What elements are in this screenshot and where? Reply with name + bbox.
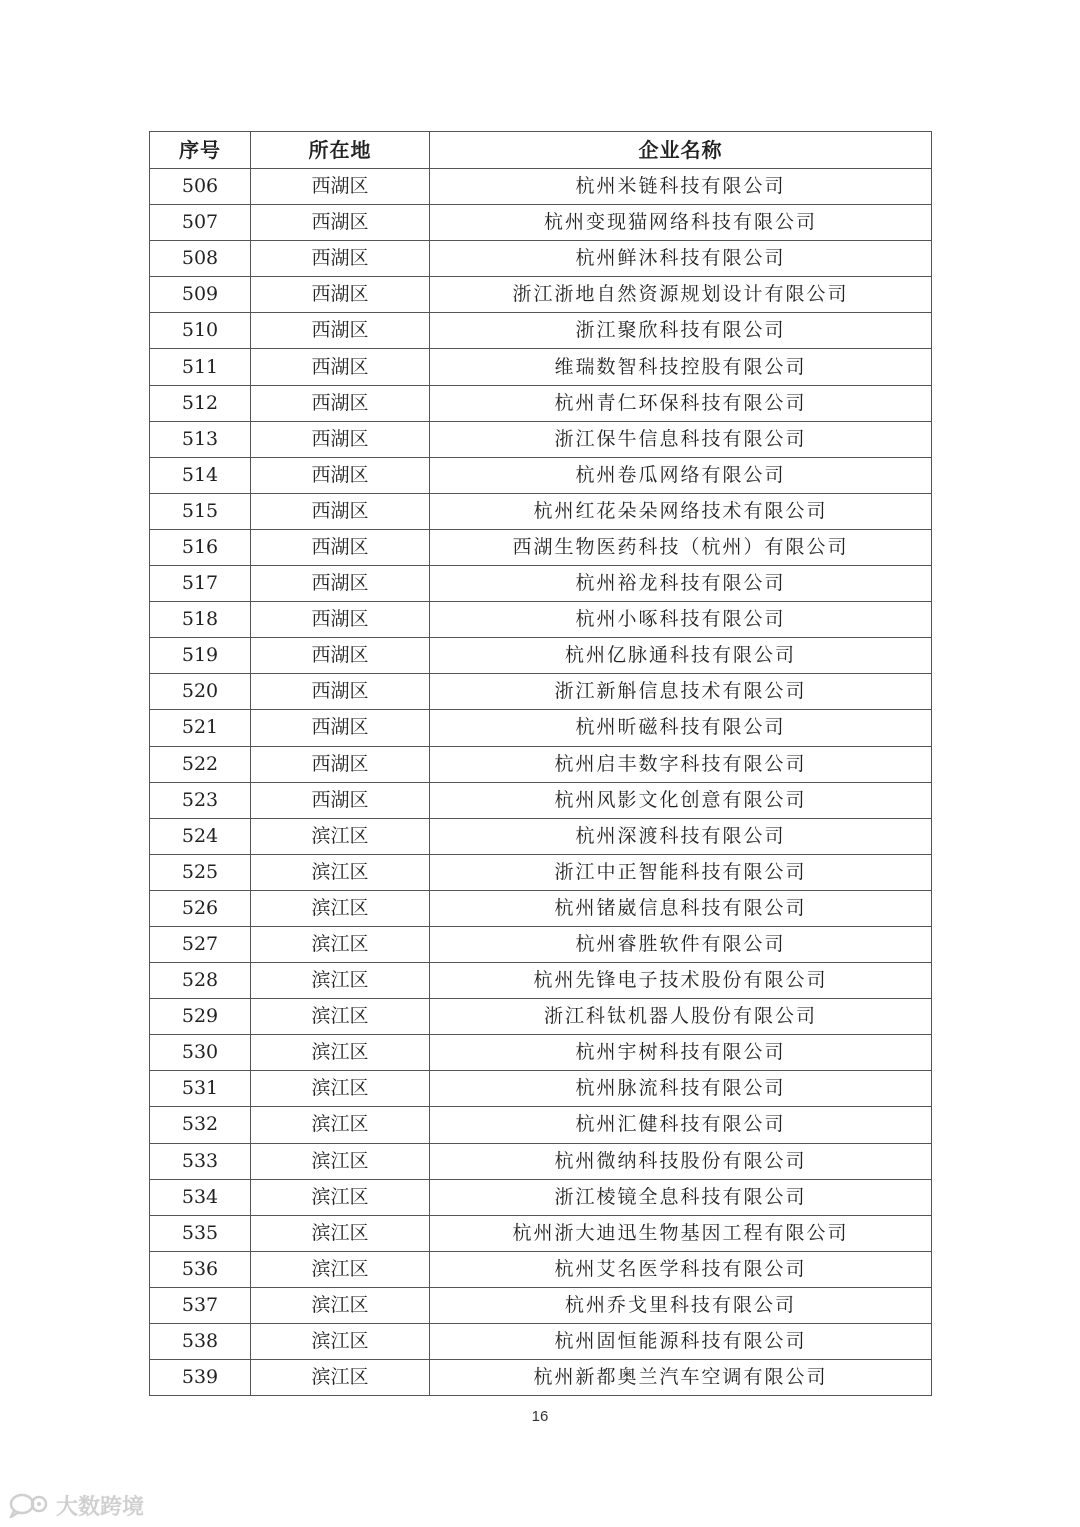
table-row (150, 349, 932, 385)
row-location: 西湖区 (251, 746, 430, 782)
row-index: 539 (150, 1360, 251, 1396)
row-index: 520 (150, 674, 251, 710)
table-row (150, 385, 932, 421)
row-company: 杭州乔戈里科技有限公司 (430, 1287, 932, 1323)
table-row (150, 529, 932, 565)
row-location: 滨江区 (251, 818, 430, 854)
row-index: 530 (150, 1035, 251, 1071)
row-index: 522 (150, 746, 251, 782)
header-company: 企业名称 (430, 132, 932, 169)
row-company: 杭州脉流科技有限公司 (430, 1071, 932, 1107)
table-row (150, 1251, 932, 1287)
header-row (150, 132, 932, 169)
row-index: 517 (150, 566, 251, 602)
row-location: 滨江区 (251, 1071, 430, 1107)
row-index: 518 (150, 602, 251, 638)
table-row (150, 674, 932, 710)
row-company: 维瑞数智科技控股有限公司 (430, 349, 932, 385)
row-location: 滨江区 (251, 1251, 430, 1287)
row-company: 西湖生物医药科技（杭州）有限公司 (430, 529, 932, 565)
row-index: 510 (150, 313, 251, 349)
table-body (150, 169, 932, 1396)
row-company: 杭州新都奥兰汽车空调有限公司 (430, 1360, 932, 1396)
row-location: 滨江区 (251, 1179, 430, 1215)
row-location: 西湖区 (251, 241, 430, 277)
header-index: 序号 (150, 132, 251, 169)
row-location: 滨江区 (251, 854, 430, 890)
row-index: 529 (150, 999, 251, 1035)
enterprise-table (149, 131, 932, 1396)
row-company: 杭州卷瓜网络有限公司 (430, 457, 932, 493)
row-index: 538 (150, 1324, 251, 1360)
row-company: 杭州青仁环保科技有限公司 (430, 385, 932, 421)
table-row (150, 999, 932, 1035)
row-location: 滨江区 (251, 1360, 430, 1396)
row-location: 西湖区 (251, 169, 430, 205)
row-company: 杭州米链科技有限公司 (430, 169, 932, 205)
row-index: 526 (150, 890, 251, 926)
row-index: 514 (150, 457, 251, 493)
row-index: 535 (150, 1215, 251, 1251)
row-index: 509 (150, 277, 251, 313)
table-row (150, 1143, 932, 1179)
row-index: 515 (150, 493, 251, 529)
row-company: 杭州启丰数字科技有限公司 (430, 746, 932, 782)
table-row (150, 1035, 932, 1071)
watermark (8, 1490, 144, 1520)
table-row (150, 566, 932, 602)
row-company: 杭州风影文化创意有限公司 (430, 782, 932, 818)
table-row (150, 602, 932, 638)
chat-bubble-icon (8, 1492, 52, 1518)
row-location: 滨江区 (251, 1143, 430, 1179)
row-company: 杭州亿脉通科技有限公司 (430, 638, 932, 674)
row-company: 杭州宇树科技有限公司 (430, 1035, 932, 1071)
table-row (150, 1360, 932, 1396)
row-location: 滨江区 (251, 1215, 430, 1251)
row-index: 511 (150, 349, 251, 385)
row-index: 534 (150, 1179, 251, 1215)
table-row (150, 890, 932, 926)
row-index: 516 (150, 529, 251, 565)
row-company: 杭州变现猫网络科技有限公司 (430, 205, 932, 241)
table-row (150, 493, 932, 529)
row-index: 508 (150, 241, 251, 277)
table-row (150, 457, 932, 493)
row-location: 西湖区 (251, 566, 430, 602)
table-row (150, 926, 932, 962)
table-row (150, 1071, 932, 1107)
row-location: 滨江区 (251, 1107, 430, 1143)
table-row (150, 818, 932, 854)
row-index: 512 (150, 385, 251, 421)
row-index: 525 (150, 854, 251, 890)
row-index: 521 (150, 710, 251, 746)
table-row (150, 1179, 932, 1215)
row-location: 滨江区 (251, 890, 430, 926)
row-company: 浙江科钛机器人股份有限公司 (430, 999, 932, 1035)
table-row (150, 854, 932, 890)
row-location: 西湖区 (251, 277, 430, 313)
header-location: 所在地 (251, 132, 430, 169)
table-row (150, 205, 932, 241)
row-company: 浙江浙地自然资源规划设计有限公司 (430, 277, 932, 313)
row-company: 杭州锗崴信息科技有限公司 (430, 890, 932, 926)
row-location: 滨江区 (251, 926, 430, 962)
row-location: 西湖区 (251, 529, 430, 565)
table-row (150, 1215, 932, 1251)
row-company: 杭州浙大迪迅生物基因工程有限公司 (430, 1215, 932, 1251)
table-row (150, 421, 932, 457)
table-row (150, 313, 932, 349)
row-location: 西湖区 (251, 638, 430, 674)
row-location: 滨江区 (251, 999, 430, 1035)
row-index: 519 (150, 638, 251, 674)
row-company: 浙江保牛信息科技有限公司 (430, 421, 932, 457)
row-company: 杭州红花朵朵网络技术有限公司 (430, 493, 932, 529)
row-location: 西湖区 (251, 349, 430, 385)
table-row (150, 1287, 932, 1323)
row-company: 浙江聚欣科技有限公司 (430, 313, 932, 349)
table-row (150, 710, 932, 746)
row-location: 滨江区 (251, 1035, 430, 1071)
row-location: 西湖区 (251, 782, 430, 818)
row-location: 西湖区 (251, 313, 430, 349)
row-company: 杭州汇健科技有限公司 (430, 1107, 932, 1143)
watermark-text: 大数跨境 (56, 1494, 145, 1520)
row-location: 西湖区 (251, 710, 430, 746)
table-row (150, 746, 932, 782)
row-company: 杭州固恒能源科技有限公司 (430, 1324, 932, 1360)
row-index: 523 (150, 782, 251, 818)
row-company: 杭州鲜沐科技有限公司 (430, 241, 932, 277)
row-company: 杭州小啄科技有限公司 (430, 602, 932, 638)
table-row (150, 638, 932, 674)
row-location: 西湖区 (251, 457, 430, 493)
row-location: 西湖区 (251, 385, 430, 421)
row-company: 杭州先锋电子技术股份有限公司 (430, 963, 932, 999)
row-index: 536 (150, 1251, 251, 1287)
row-company: 浙江棱镜全息科技有限公司 (430, 1179, 932, 1215)
table-row (150, 782, 932, 818)
table-row (150, 1324, 932, 1360)
row-company: 浙江中正智能科技有限公司 (430, 854, 932, 890)
row-index: 507 (150, 205, 251, 241)
table-row (150, 1107, 932, 1143)
row-location: 西湖区 (251, 421, 430, 457)
row-company: 杭州深渡科技有限公司 (430, 818, 932, 854)
row-index: 513 (150, 421, 251, 457)
page-number: 16 (531, 1408, 549, 1425)
row-location: 西湖区 (251, 493, 430, 529)
row-location: 西湖区 (251, 674, 430, 710)
row-company: 杭州艾名医学科技有限公司 (430, 1251, 932, 1287)
table-row (150, 277, 932, 313)
row-index: 524 (150, 818, 251, 854)
table-row (150, 169, 932, 205)
row-location: 西湖区 (251, 602, 430, 638)
row-index: 532 (150, 1107, 251, 1143)
row-index: 531 (150, 1071, 251, 1107)
row-location: 滨江区 (251, 963, 430, 999)
row-company: 杭州微纳科技股份有限公司 (430, 1143, 932, 1179)
row-index: 506 (150, 169, 251, 205)
row-company: 杭州睿胜软件有限公司 (430, 926, 932, 962)
row-location: 滨江区 (251, 1324, 430, 1360)
row-company: 杭州裕龙科技有限公司 (430, 566, 932, 602)
row-location: 滨江区 (251, 1287, 430, 1323)
row-location: 西湖区 (251, 205, 430, 241)
row-index: 533 (150, 1143, 251, 1179)
table-row (150, 241, 932, 277)
row-index: 537 (150, 1287, 251, 1323)
row-company: 杭州昕磁科技有限公司 (430, 710, 932, 746)
row-index: 528 (150, 963, 251, 999)
row-company: 浙江新斛信息技术有限公司 (430, 674, 932, 710)
row-index: 527 (150, 926, 251, 962)
table-row (150, 963, 932, 999)
